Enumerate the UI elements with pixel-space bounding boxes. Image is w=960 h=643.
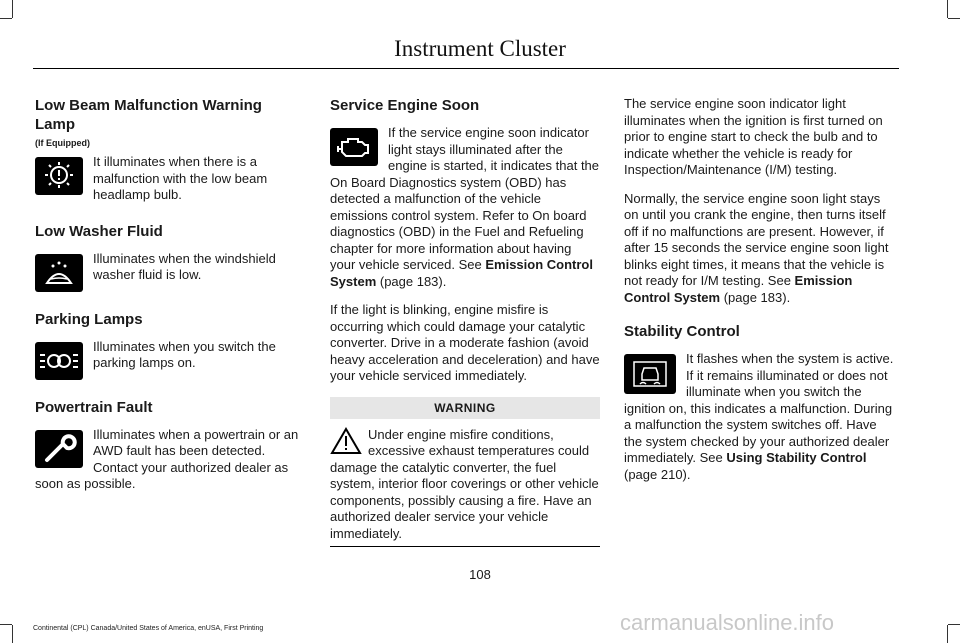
- section-title: Service Engine Soon: [330, 97, 480, 114]
- section-text: Illuminates when you switch the parking lamps on.: [93, 338, 276, 370]
- page-reference: (page 183).: [720, 289, 791, 305]
- column-left: [35, 96, 305, 511]
- page-title: Instrument Cluster: [394, 36, 566, 61]
- equipped-tag: (If Equipped): [35, 138, 90, 148]
- section-low-beam: [35, 96, 305, 204]
- crop-mark: [947, 0, 948, 18]
- crop-mark: [948, 624, 960, 625]
- section-title: Low Beam Malfunction Warning Lamp: [35, 97, 262, 133]
- cross-reference-link[interactable]: Emission Control System: [624, 273, 853, 305]
- crop-mark: [0, 624, 12, 625]
- stability-control-icon: [624, 354, 676, 394]
- page-reference: (page 210).: [624, 466, 691, 482]
- warning-box: [330, 427, 600, 543]
- section-text: Illuminates when the windshield washer fluid is low.: [93, 250, 276, 282]
- page-number: 108: [469, 567, 491, 582]
- watermark: carmanualsonline.info: [620, 610, 835, 635]
- crop-mark: [947, 625, 948, 643]
- section-title: Parking Lamps: [35, 310, 143, 328]
- header-divider: [33, 68, 899, 69]
- crop-mark: [12, 0, 13, 18]
- section-powertrain: [35, 398, 305, 493]
- edition-footer: Continental (CPL) Canada/United States of America, enUSA, First Printing: [33, 625, 264, 632]
- engine-icon: [330, 128, 378, 166]
- section-title: Stability Control: [624, 323, 740, 340]
- crop-mark: [0, 18, 12, 19]
- section-text: Illuminates when a powertrain or an AWD fault has been detected. Contact your authorized dealer as soon as possible.: [35, 426, 299, 491]
- paragraph: The service engine soon indicator light illuminates when the ignition is first turned on prior to engine start to check the bulb and to indicate whether the vehicle is ready for Inspection/Maintenance (I/M) testing.: [624, 96, 883, 177]
- cross-reference-link[interactable]: Using Stability Control: [726, 450, 867, 465]
- wrench-icon: [35, 430, 83, 468]
- parking-lamps-icon: [35, 342, 83, 380]
- crop-mark: [12, 625, 13, 643]
- column-right: [624, 96, 896, 483]
- warning-divider: [330, 546, 600, 547]
- section-title: Powertrain Fault: [35, 398, 153, 416]
- section-text: If the light is blinking, engine misfire is occurring which could damage your catalytic converter. Drive in a moderate fashion (avoid heavy acceleration and deceleration) and have your vehicle serviced immediately.: [330, 302, 600, 383]
- low-beam-malfunction-icon: [35, 157, 83, 195]
- column-middle: [330, 96, 600, 547]
- section-text: It illuminates when there is a malfunction with the low beam headlamp bulb.: [93, 154, 268, 202]
- crop-mark: [948, 18, 960, 19]
- section-title: Low Washer Fluid: [35, 222, 163, 240]
- warning-text: Under engine misfire conditions, excessive exhaust temperatures could damage the catalytic converter, the fuel system, interior floor coverings or other vehicle components, possibly causing a fire. Have an authorized dealer service your vehicle immediately.: [330, 426, 599, 541]
- washer-fluid-icon: [35, 254, 83, 292]
- paragraph: Normally, the service engine soon light stays on until you crank the engine, then turns itself off if no malfunctions are present. However, if after 15 seconds the service engine soon light blinks eight times, it means that the vehicle is not ready for I/M testing. See: [624, 190, 889, 288]
- section-parking: [35, 310, 305, 380]
- cross-reference-link[interactable]: Emission Control System: [330, 257, 593, 289]
- section-text: If the service engine soon indicator light stays illuminated after the engine is started, it indicates that the On Board Diagnostics system (OBD) has detected a malfunction of the vehicle emissions control system. Refer to On board diagnostics (OBD) in the Fuel and Refueling chapter for more information about having your vehicle serviced. See: [330, 125, 600, 272]
- page-reference: (page 183).: [376, 273, 447, 289]
- warning-heading: WARNING: [330, 397, 600, 419]
- section-text: It flashes when the system is active. If it remains illuminated or does not illuminate when you switch the ignition on, this indicates a malfunction. During a malfunction the system switches off. Have the system checked by your authorized dealer immediately. See: [624, 351, 894, 465]
- warning-triangle-icon: [330, 427, 362, 455]
- section-washer: [35, 222, 305, 292]
